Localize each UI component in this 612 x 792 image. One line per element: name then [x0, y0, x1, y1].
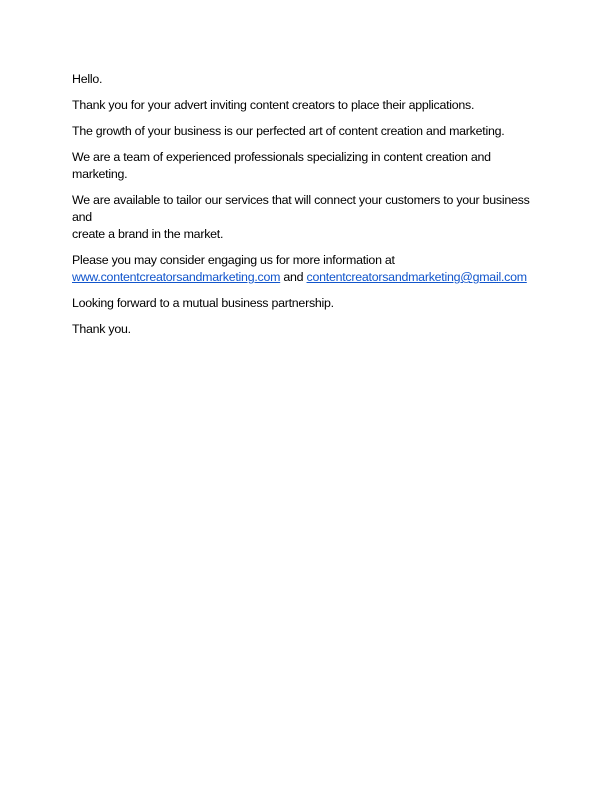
paragraph-team: We are a team of experienced professionals specializing in content creation and marketing. — [72, 150, 491, 181]
paragraph-services — [72, 192, 542, 243]
paragraph-advert-thanks: Thank you for your advert inviting content creators to place their applications. — [72, 98, 475, 112]
contact-intro: Please you may consider engaging us for more information at — [72, 253, 395, 267]
paragraph-contact — [72, 252, 542, 286]
paragraph-growth: The growth of your business is our perfected art of content creation and marketing. — [72, 124, 505, 138]
website-link[interactable]: www.contentcreatorsandmarketing.com — [72, 270, 281, 284]
greeting: Hello. — [72, 72, 103, 86]
closing: Thank you. — [72, 322, 131, 336]
paragraph-services-line1: We are available to tailor our services that will connect your customers to your business and — [72, 193, 530, 224]
letter-body — [72, 71, 542, 347]
paragraph-partnership: Looking forward to a mutual business partnership. — [72, 296, 334, 310]
paragraph-services-line2: create a brand in the market. — [72, 227, 224, 241]
contact-conjunction: and — [283, 270, 304, 284]
email-link[interactable]: contentcreatorsandmarketing@gmail.com — [306, 270, 527, 284]
